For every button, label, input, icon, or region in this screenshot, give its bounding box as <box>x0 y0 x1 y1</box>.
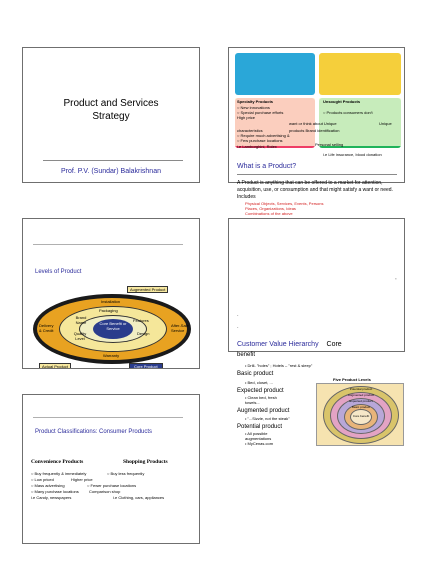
ring-label-core: Core benefit <box>352 414 370 418</box>
label-core: Core Benefit or Service <box>99 321 127 331</box>
notes-potential-sub: • All possible <box>245 431 268 436</box>
notes-augmented-sub: • "...Sizzle, not the steak" <box>245 416 290 421</box>
label-installation: Installation <box>101 299 121 304</box>
slide5-rule <box>33 417 183 418</box>
slide4-dash: - <box>237 324 239 329</box>
col1-line: i.e Candy, newspapers <box>31 495 72 500</box>
notes-expected-sub: towels... <box>245 400 260 405</box>
specialty-line: High price <box>237 115 256 120</box>
label-delivery-credit: Delivery & Credit <box>39 323 54 333</box>
notes-product-levels <box>237 352 313 446</box>
notes-benefit: benefit <box>237 352 256 358</box>
slide-consumer-products <box>22 394 200 544</box>
notes-basic: Basic product <box>237 371 274 377</box>
notes-drill: • Drill- "holes" ; Hotels – "rest & sleep" <box>245 363 313 368</box>
slide1-title-line1: Product and Services <box>63 98 159 109</box>
definition-sub: Places, Organizations, Ideas <box>245 206 296 211</box>
slide4-title-suffix: Core <box>326 341 342 348</box>
notes-basic-sub: • Bed, closet, ... <box>245 380 273 385</box>
slide-customer-value-hierarchy <box>228 218 405 352</box>
ring-label-expected: Expected product <box>349 399 373 403</box>
notes-expected-sub: • Clean bed, fresh <box>245 395 277 400</box>
definition-bullet: A Product is anything that can be offered to a market for attention, acquisition, use, or consumption and that might satisfy a want or need. Includes <box>237 180 393 200</box>
notes-augmented: Augmented product <box>237 408 290 414</box>
col2-title: Shopping Products <box>123 459 168 465</box>
slide4-title <box>237 341 342 348</box>
definition-sub: Combinations of the above <box>245 211 293 216</box>
slide3-rule <box>33 244 183 245</box>
label-actual-product: Actual Product <box>39 363 71 369</box>
notes-expected: Expected product <box>237 388 284 394</box>
col1-line: ○ Low priced <box>31 477 54 482</box>
label-quality: Quality Level <box>73 331 87 341</box>
slide3-title: Levels of Product <box>35 269 82 275</box>
slide5-title: Product Classifications: Consumer Products <box>35 429 153 435</box>
unsought-title: Unsought Products <box>323 99 361 104</box>
notes-product-definition <box>237 180 407 216</box>
slide1-rule <box>43 160 183 161</box>
label-packaging: Packaging <box>99 308 118 313</box>
col1-line: ○ Many purchase locations <box>31 489 79 494</box>
label-features: Features <box>133 318 149 323</box>
definition-sub: Physical Objects, Services, Events, Persons <box>245 201 324 206</box>
ring-label-augmented: Augmented product <box>347 393 375 397</box>
col1-line: ○ Mass advertising <box>31 483 65 488</box>
slide1-author: Prof. P.V. (Sundar) Balakrishnan <box>60 168 161 175</box>
unsought-line: ○ Products consumers don't <box>323 110 373 115</box>
unsought-line: Personal selling <box>315 142 344 147</box>
slide4-title-text: Customer Value Hierarchy <box>237 341 319 348</box>
specialty-title: Specialty Products <box>237 99 274 104</box>
label-design: Design <box>137 331 150 336</box>
unsought-line: want or think about Unique <box>289 121 337 126</box>
col2-line: i.e Clothing, cars, appliances <box>113 495 165 500</box>
label-core-product: Core Product <box>129 363 163 369</box>
label-warranty: Warranty <box>103 353 120 358</box>
slide-product-quadrants <box>228 47 405 183</box>
slide2-rule <box>237 174 397 175</box>
label-brand-name: Brand Name <box>75 315 87 325</box>
slide-levels-of-product <box>22 218 200 369</box>
unsought-line: Unique <box>379 121 392 126</box>
col2-line: ○ Fewer purchase locations <box>87 483 137 488</box>
col2-line: Higher price <box>71 477 93 482</box>
slide1-title-line2: Strategy <box>92 111 130 122</box>
col2-line: ○ Buy less frequently <box>107 471 145 476</box>
notes-potential-sub: • MyCenas.com <box>245 441 274 446</box>
specialty-line: ○ Few purchase locations <box>237 138 283 143</box>
quad-top-right <box>319 53 401 95</box>
col1-line: ○ Buy frequently & immediately <box>31 471 87 476</box>
slide-title <box>22 47 200 183</box>
slide2-question: What is a Product? <box>237 163 297 170</box>
specialty-line: ○ Special purchase efforts <box>237 110 284 115</box>
col2-line: Comparison shop <box>89 489 121 494</box>
specialty-line: ○ New innovations <box>237 105 270 110</box>
col1-title: Convenience Products <box>31 459 84 465</box>
notes-potential-sub: augmentations <box>245 436 272 441</box>
quad-top-left <box>235 53 315 95</box>
ring-label-potential: Potential product <box>349 387 373 391</box>
specialty-line: characteristics <box>237 128 263 133</box>
slide4-quote-mark: " <box>395 277 397 282</box>
ring-label-basic: Basic product <box>351 405 371 409</box>
notes-potential: Potential product <box>237 424 283 430</box>
slide4-dash: - <box>237 312 239 317</box>
five-levels-title: Five Product Levels <box>333 377 371 382</box>
unsought-line: products Brand identification <box>289 128 340 133</box>
unsought-line: i.e Life insurance, blood donation <box>323 152 382 157</box>
specialty-line: ○ Require much advertising & <box>237 133 290 138</box>
label-augmented-product: Augmented Product <box>127 286 168 293</box>
label-after-sale: After-Sale Service <box>171 323 189 333</box>
five-levels-diagram <box>316 383 404 446</box>
specialty-line: i.e Lamborghini, Rolex <box>237 144 277 149</box>
